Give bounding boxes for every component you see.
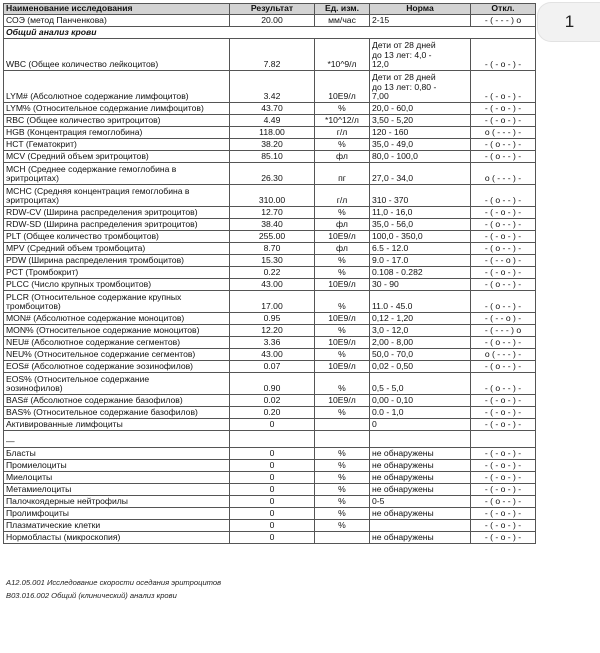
- cell-result: 0: [230, 520, 315, 532]
- table-row: [4, 255, 536, 267]
- header-name: Наименование исследования: [4, 4, 230, 15]
- cell-unit: %: [315, 460, 370, 472]
- cell-unit: 10Е9/л: [315, 71, 370, 103]
- cell-unit: %: [315, 472, 370, 484]
- cell-flag: - ( о - - ) -: [471, 291, 536, 313]
- cell-flag: - ( о - - ) -: [471, 151, 536, 163]
- cell-name: —: [4, 431, 230, 448]
- cell-norm: не обнаружены: [370, 532, 471, 544]
- cell-flag: - ( - о - ) -: [471, 103, 536, 115]
- cell-name: Миелоциты: [4, 472, 230, 484]
- cell-result: 0.20: [230, 407, 315, 419]
- cell-result: 12.20: [230, 325, 315, 337]
- cell-name: Нормобласты (микроскопия): [4, 532, 230, 544]
- cell-unit: фл: [315, 243, 370, 255]
- cell-name: Бласты: [4, 448, 230, 460]
- cell-result: 0: [230, 508, 315, 520]
- table-row: [4, 71, 536, 103]
- cell-unit: г/л: [315, 127, 370, 139]
- cell-result: 0.02: [230, 395, 315, 407]
- cell-flag: - ( - - о ) -: [471, 255, 536, 267]
- cell-flag: - ( - о - ) -: [471, 520, 536, 532]
- cell-name: MON% (Относительное содержание моноцитов): [4, 325, 230, 337]
- cell-unit: [315, 431, 370, 448]
- cell-norm: 11,0 - 16,0: [370, 207, 471, 219]
- cell-name: BAS% (Относительное содержание базофилов): [4, 407, 230, 419]
- cell-flag: - ( - о - ) -: [471, 419, 536, 431]
- table-row: [4, 115, 536, 127]
- cell-name: Промиелоциты: [4, 460, 230, 472]
- cell-result: 38.20: [230, 139, 315, 151]
- cell-unit: [315, 419, 370, 431]
- cell-norm: 80,0 - 100,0: [370, 151, 471, 163]
- cell-unit: %: [315, 349, 370, 361]
- cell-result: 0.07: [230, 361, 315, 373]
- cell-norm: [370, 520, 471, 532]
- cell-name: MCV (Средний объем эритроцитов): [4, 151, 230, 163]
- header-norm: Норма: [370, 4, 471, 15]
- cell-unit: 10Е9/л: [315, 361, 370, 373]
- cell-result: 43.70: [230, 103, 315, 115]
- cell-result: 0.22: [230, 267, 315, 279]
- table-row: [4, 484, 536, 496]
- cell-norm: 0,00 - 0,10: [370, 395, 471, 407]
- table-row: [4, 313, 536, 325]
- table-row: [4, 163, 536, 185]
- table-row: [4, 103, 536, 115]
- table-row: [4, 231, 536, 243]
- table-row: [4, 349, 536, 361]
- cell-result: 8.70: [230, 243, 315, 255]
- cell-flag: - ( - о - ) -: [471, 448, 536, 460]
- footnotes: [6, 576, 221, 602]
- cell-norm: не обнаружены: [370, 448, 471, 460]
- cell-unit: 10Е9/л: [315, 337, 370, 349]
- cell-result: 43.00: [230, 279, 315, 291]
- cell-result: 26.30: [230, 163, 315, 185]
- cell-name: MPV (Средний объем тромбоцита): [4, 243, 230, 255]
- cell-name: PLCC (Число крупных тромбоцитов): [4, 279, 230, 291]
- cell-flag: - ( - о - ) -: [471, 532, 536, 544]
- cell-name: WBC (Общее количество лейкоцитов): [4, 39, 230, 71]
- cell-name: Метамиелоциты: [4, 484, 230, 496]
- cell-flag: о ( - - - ) -: [471, 349, 536, 361]
- cell-norm: [370, 431, 471, 448]
- cell-norm: 310 - 370: [370, 185, 471, 207]
- table-row: [4, 15, 536, 27]
- cell-norm: 3,50 - 5,20: [370, 115, 471, 127]
- cell-flag: - ( о - - ) -: [471, 373, 536, 395]
- table-row: [4, 325, 536, 337]
- cell-flag: - ( - о - ) -: [471, 508, 536, 520]
- lab-report-sheet: [3, 3, 535, 544]
- table-row: [4, 419, 536, 431]
- cell-norm: 35,0 - 49,0: [370, 139, 471, 151]
- cell-norm: 50,0 - 70,0: [370, 349, 471, 361]
- blood-test-table: [3, 3, 536, 544]
- cell-unit: %: [315, 139, 370, 151]
- cell-flag: - ( - - о ) -: [471, 313, 536, 325]
- cell-flag: - ( - о - ) -: [471, 115, 536, 127]
- table-row: [4, 337, 536, 349]
- cell-flag: - ( о - - ) -: [471, 496, 536, 508]
- table-row: [4, 395, 536, 407]
- cell-norm: 0.0 - 1,0: [370, 407, 471, 419]
- cell-flag: о ( - - - ) -: [471, 163, 536, 185]
- table-row: [4, 243, 536, 255]
- cell-name: MCH (Среднее содержание гемоглобина в эритроцитах): [4, 163, 230, 185]
- table-row: [4, 127, 536, 139]
- cell-result: 0: [230, 419, 315, 431]
- table-header-row: [4, 4, 536, 15]
- cell-norm: Дети от 28 дней до 13 лет: 4,0 - 12,0: [370, 39, 471, 71]
- cell-unit: 10Е9/л: [315, 231, 370, 243]
- cell-name: PLT (Общее количество тромбоцитов): [4, 231, 230, 243]
- table-row: [4, 508, 536, 520]
- table-row: [4, 279, 536, 291]
- cell-result: 12.70: [230, 207, 315, 219]
- cell-result: 7.82: [230, 39, 315, 71]
- cell-flag: - ( о - - ) -: [471, 361, 536, 373]
- cell-unit: г/л: [315, 185, 370, 207]
- cell-flag: - ( - о - ) -: [471, 460, 536, 472]
- cell-name: HCT (Гематокрит): [4, 139, 230, 151]
- table-row: [4, 373, 536, 395]
- cell-unit: [315, 532, 370, 544]
- header-flag: Откл.: [471, 4, 536, 15]
- cell-norm: 2-15: [370, 15, 471, 27]
- cell-name: EOS# (Абсолютное содержание эозинофилов): [4, 361, 230, 373]
- cell-name: HGB (Концентрация гемоглобина): [4, 127, 230, 139]
- cell-unit: пг: [315, 163, 370, 185]
- cell-unit: %: [315, 496, 370, 508]
- footnote-esr: A12.05.001 Исследование скорости оседания эритроцитов: [6, 578, 222, 587]
- table-body: [4, 15, 536, 544]
- cell-flag: - ( - о - ) -: [471, 267, 536, 279]
- cell-name: Пролимфоциты: [4, 508, 230, 520]
- cell-name: RBC (Общее количество эритроцитов): [4, 115, 230, 127]
- cell-norm: не обнаружены: [370, 484, 471, 496]
- table-row: [4, 39, 536, 71]
- cell-name: RDW-SD (Ширина распределения эритроцитов): [4, 219, 230, 231]
- cell-result: 255.00: [230, 231, 315, 243]
- cell-unit: %: [315, 373, 370, 395]
- cell-flag: - ( - о - ) -: [471, 71, 536, 103]
- cell-result: 0: [230, 448, 315, 460]
- table-row: [4, 407, 536, 419]
- cell-norm: 2,00 - 8,00: [370, 337, 471, 349]
- cell-result: 17.00: [230, 291, 315, 313]
- cell-name: RDW-CV (Ширина распределения эритроцитов): [4, 207, 230, 219]
- cell-result: 85.10: [230, 151, 315, 163]
- cell-result: 38.40: [230, 219, 315, 231]
- cell-flag: - ( - о - ) -: [471, 207, 536, 219]
- footnote-cbc: B03.016.002 Общий (клинический) анализ крови: [6, 591, 177, 600]
- header-result: Результат: [230, 4, 315, 15]
- cell-name: MCHC (Средняя концентрация гемоглобина в эритроцитах): [4, 185, 230, 207]
- table-row: [4, 431, 536, 448]
- cell-result: 0.95: [230, 313, 315, 325]
- cell-flag: - ( о - - ) -: [471, 243, 536, 255]
- cell-unit: %: [315, 407, 370, 419]
- cell-name: PCT (Тромбокрит): [4, 267, 230, 279]
- cell-name: PDW (Ширина распределения тромбоцитов): [4, 255, 230, 267]
- cell-result: 0: [230, 460, 315, 472]
- cell-flag: - ( - о - ) -: [471, 407, 536, 419]
- cell-flag: - ( - о - ) -: [471, 472, 536, 484]
- cell-norm: 6.5 - 12.0: [370, 243, 471, 255]
- cell-unit: *10^12/л: [315, 115, 370, 127]
- cell-name: EOS% (Относительное содержание эозинофилов): [4, 373, 230, 395]
- cell-norm: 0-5: [370, 496, 471, 508]
- cell-name: PLCR (Относительное содержание крупных тромбоцитов): [4, 291, 230, 313]
- cell-name: LYM% (Относительное содержание лимфоцитов): [4, 103, 230, 115]
- cell-name: СОЭ (метод Панченкова): [4, 15, 230, 27]
- cell-unit: фл: [315, 219, 370, 231]
- cell-norm: 30 - 90: [370, 279, 471, 291]
- cell-name: NEU# (Абсолютное содержание сегментов): [4, 337, 230, 349]
- table-row: [4, 185, 536, 207]
- cell-unit: 10Е9/л: [315, 279, 370, 291]
- cell-unit: %: [315, 103, 370, 115]
- cell-norm: 3,0 - 12,0: [370, 325, 471, 337]
- table-row: [4, 532, 536, 544]
- cell-norm: 9.0 - 17.0: [370, 255, 471, 267]
- cell-unit: %: [315, 267, 370, 279]
- table-row: [4, 139, 536, 151]
- cell-norm: 27,0 - 34,0: [370, 163, 471, 185]
- cell-norm: не обнаружены: [370, 460, 471, 472]
- cell-norm: не обнаружены: [370, 472, 471, 484]
- cell-result: 0: [230, 532, 315, 544]
- cell-unit: 10Е9/л: [315, 313, 370, 325]
- cell-flag: - ( - о - ) -: [471, 231, 536, 243]
- cell-norm: 0,5 - 5,0: [370, 373, 471, 395]
- cell-unit: *10^9/л: [315, 39, 370, 71]
- cell-result: 118.00: [230, 127, 315, 139]
- cell-name: Палочкоядерные нейтрофилы: [4, 496, 230, 508]
- table-row: [4, 361, 536, 373]
- cell-norm: 11.0 - 45.0: [370, 291, 471, 313]
- cell-unit: %: [315, 325, 370, 337]
- table-row: [4, 207, 536, 219]
- cell-result: 43.00: [230, 349, 315, 361]
- cell-flag: [471, 431, 536, 448]
- cell-flag: - ( - - - ) о: [471, 325, 536, 337]
- cell-flag: - ( - о - ) -: [471, 395, 536, 407]
- cell-flag: - ( о - - ) -: [471, 185, 536, 207]
- cell-result: 310.00: [230, 185, 315, 207]
- cell-norm: не обнаружены: [370, 508, 471, 520]
- cell-result: 0: [230, 496, 315, 508]
- cell-result: 0: [230, 484, 315, 496]
- cell-name: MON# (Абсолютное содержание моноцитов): [4, 313, 230, 325]
- table-row: [4, 520, 536, 532]
- cell-norm: 0.108 - 0.282: [370, 267, 471, 279]
- cell-norm: 0,12 - 1,20: [370, 313, 471, 325]
- cell-unit: %: [315, 520, 370, 532]
- cell-norm: 100,0 - 350,0: [370, 231, 471, 243]
- table-row: [4, 448, 536, 460]
- cell-norm: 120 - 160: [370, 127, 471, 139]
- cell-unit: 10Е9/л: [315, 395, 370, 407]
- cell-flag: - ( - о - ) -: [471, 39, 536, 71]
- cell-name: Активированные лимфоциты: [4, 419, 230, 431]
- cell-unit: мм/час: [315, 15, 370, 27]
- cell-unit: %: [315, 291, 370, 313]
- cell-result: 15.30: [230, 255, 315, 267]
- cell-norm: 35,0 - 56,0: [370, 219, 471, 231]
- cell-name: Плазматические клетки: [4, 520, 230, 532]
- section-row: [4, 27, 536, 39]
- table-row: [4, 460, 536, 472]
- cell-result: 3.42: [230, 71, 315, 103]
- cell-unit: %: [315, 484, 370, 496]
- cell-norm: 20,0 - 60,0: [370, 103, 471, 115]
- cell-unit: %: [315, 207, 370, 219]
- cell-flag: - ( - о - ) -: [471, 484, 536, 496]
- cell-name: BAS# (Абсолютное содержание базофилов): [4, 395, 230, 407]
- cell-flag: - ( о - - ) -: [471, 337, 536, 349]
- cell-unit: фл: [315, 151, 370, 163]
- cell-result: 4.49: [230, 115, 315, 127]
- cell-flag: - ( - - - ) о: [471, 15, 536, 27]
- table-row: [4, 219, 536, 231]
- cell-name: LYM# (Абсолютное содержание лимфоцитов): [4, 71, 230, 103]
- cell-norm: 0,02 - 0,50: [370, 361, 471, 373]
- cell-unit: %: [315, 508, 370, 520]
- cell-result: 20.00: [230, 15, 315, 27]
- cell-result: 0: [230, 472, 315, 484]
- page-number-badge[interactable]: 1: [537, 2, 600, 42]
- header-unit: Ед. изм.: [315, 4, 370, 15]
- cell-norm: 0: [370, 419, 471, 431]
- table-row: [4, 496, 536, 508]
- table-row: [4, 472, 536, 484]
- cell-flag: - ( о - - ) -: [471, 139, 536, 151]
- cell-unit: %: [315, 255, 370, 267]
- cell-result: 0.90: [230, 373, 315, 395]
- table-row: [4, 267, 536, 279]
- section-title: Общий анализ крови: [4, 27, 536, 39]
- cell-unit: %: [315, 448, 370, 460]
- cell-result: [230, 431, 315, 448]
- cell-flag: о ( - - - ) -: [471, 127, 536, 139]
- table-row: [4, 151, 536, 163]
- cell-name: NEU% (Относительное содержание сегментов): [4, 349, 230, 361]
- cell-flag: - ( о - - ) -: [471, 279, 536, 291]
- cell-result: 3.36: [230, 337, 315, 349]
- table-row: [4, 291, 536, 313]
- cell-flag: - ( о - - ) -: [471, 219, 536, 231]
- cell-norm: Дети от 28 дней до 13 лет: 0,80 - 7,00: [370, 71, 471, 103]
